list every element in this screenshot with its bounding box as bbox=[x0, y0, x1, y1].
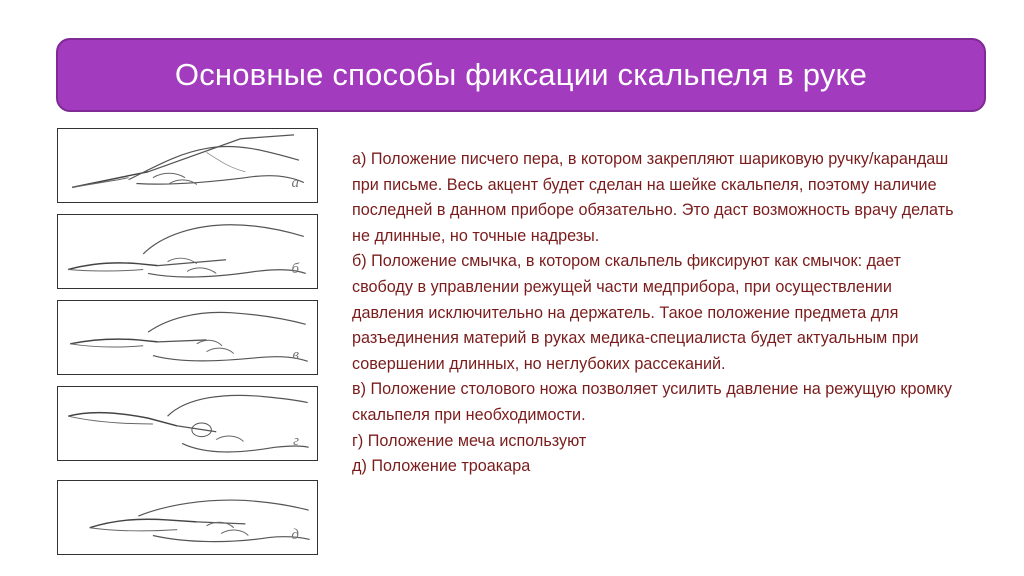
paragraph-a: а) Положение писчего пера, в котором закрепляют шариковую ручку/карандаш при письме. Весь акцент будет сделан на шейке скальпеля, поэтому наличие последней в данном приборе обязательно. Это даст возможность врачу делать не длинные, но точные надрезы. bbox=[352, 150, 954, 245]
figure-b-bow-grip bbox=[57, 214, 318, 289]
figure-a-pen-grip bbox=[57, 128, 318, 203]
slide-title: Основные способы фиксации скальпеля в руке bbox=[174, 57, 868, 92]
paragraph-c: в) Положение столового ножа позволяет усилить давление на режущую кромку скальпеля при необходимости. bbox=[352, 380, 953, 424]
figure-d-trocar-grip bbox=[57, 480, 318, 555]
paragraph-d: д) Положение троакара bbox=[352, 457, 531, 476]
hand-scalpel-illustration bbox=[58, 215, 317, 288]
hand-scalpel-illustration bbox=[58, 481, 317, 554]
figure-g-sword-grip bbox=[57, 386, 318, 461]
figure-letter: д bbox=[291, 527, 299, 543]
paragraph-b: б) Положение смычка, в котором скальпель фиксируют как смычок: дает свободу в управлении режущей части медприбора, при осуществлении давления исключительно на держатель. Такое положение предмета для разъединения материй в руках медика-специалиста будет актуальным при совершении длинных, но неглубоких рассеканий. bbox=[352, 252, 919, 373]
figure-letter: б bbox=[291, 261, 299, 277]
figure-letter: в bbox=[292, 347, 299, 363]
title-banner bbox=[56, 38, 986, 112]
figure-letter: г bbox=[293, 433, 299, 449]
description-text bbox=[352, 147, 962, 480]
figure-letter: а bbox=[291, 175, 299, 191]
paragraph-g: г) Положение меча используют bbox=[352, 431, 587, 450]
hand-scalpel-illustration bbox=[58, 387, 317, 460]
hand-scalpel-illustration bbox=[58, 129, 317, 202]
hand-scalpel-illustration bbox=[58, 301, 317, 374]
figure-c-table-knife-grip bbox=[57, 300, 318, 375]
